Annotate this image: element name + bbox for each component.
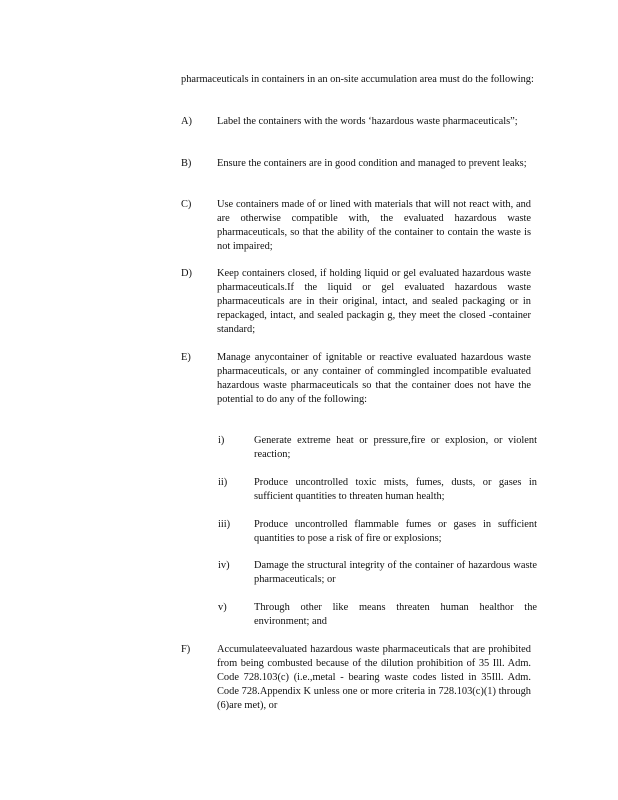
intro-paragraph: pharmaceuticals in containers in an on-site accumulation area must do the following: [181,74,534,85]
sub-item-text: Through other like means threaten human healthor the environment; and [254,602,537,627]
sub-item-label: i) [218,435,225,446]
item-label: A) [181,116,192,127]
item-text: Ensure the containers are in good condition and managed to prevent leaks; [217,158,527,169]
item-label: E) [181,352,191,363]
sub-item-label: iii) [218,519,231,530]
sub-item-text: Produce uncontrolled toxic mists, fumes, dusts, or gases in sufficient quantities to threaten human health; [254,477,537,502]
item-label: F) [181,644,191,655]
sub-item-text: Produce uncontrolled flammable fumes or gases in sufficient quantities to pose a risk of fire or explosions; [254,519,537,544]
sub-item-text: Generate extreme heat or pressure,fire or explosion, or violent reaction; [254,435,537,460]
item-label: D) [181,268,192,279]
item-text: Manage anycontainer of ignitable or reactive evaluated hazardous waste pharmaceuticals, or any container of commingled incompatible evaluated hazardous waste pharmaceuticals so that the container does not have the potential to do any of the following: [217,352,531,405]
item-label: C) [181,199,192,210]
sub-item-label: v) [218,602,227,613]
item-label: B) [181,158,192,169]
sub-item-label: ii) [218,477,228,488]
item-text: Keep containers closed, if holding liquid or gel evaluated hazardous waste pharmaceuticals.If the liquid or gel evaluated hazardous waste pharmaceuticals are in their original, intact, and sealed packaging or in repackaged, intact, and sealed packagin g, they meet the closed -container standard; [217,268,531,335]
item-text: Use containers made of or lined with materials that will not react with, and are otherwise compatible with, the evaluated hazardous waste pharmaceuticals, so that the ability of the container to contain the waste is not impaired; [217,199,531,252]
sub-item-label: iv) [218,560,230,571]
item-text: Label the containers with the words ‘hazardous waste pharmaceuticals”; [217,116,518,127]
sub-item-text: Damage the structural integrity of the container of hazardous waste pharmaceuticals; or [254,560,537,585]
item-text: Accumulateevaluated hazardous waste pharmaceuticals that are prohibited from being combusted because of the dilution prohibition of 35 Ill. Adm. Code 728.103(c) (i.e.,metal - bearing waste codes listed in 35Ill. Adm. Code 728.Appendix K unless one or more criteria in 728.103(c)(1) through (6)are met), or [217,644,531,711]
